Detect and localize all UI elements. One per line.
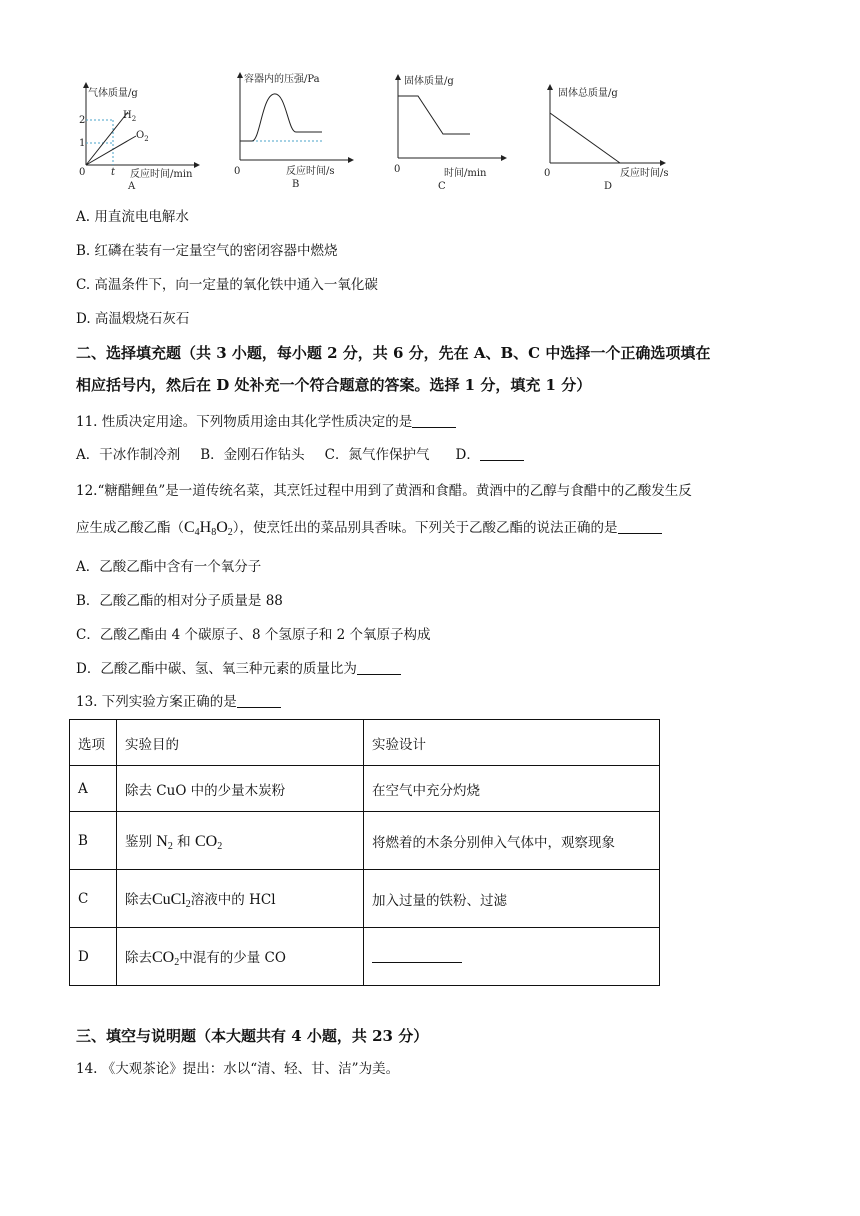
row-c-purpose <box>117 870 364 928</box>
row-b-purpose-mid: 和 <box>177 833 191 850</box>
q12-line2-pre: 应生成乙酸乙酯（ <box>76 520 184 536</box>
q11-option-d: D． <box>455 447 480 463</box>
q12-answer-blank[interactable] <box>618 519 662 534</box>
graph-d-origin: 0 <box>544 168 551 179</box>
row-c-purpose-post: 溶液中的 HCl <box>190 891 276 908</box>
formula-co2: $CO_2$ <box>152 948 180 968</box>
q14-stem: 14. 《大观茶论》提出：水以“清、轻、甘、洁”为美。 <box>76 1061 400 1077</box>
graph-a-series-h2: $H_2$ <box>123 110 137 123</box>
graph-b-xlabel: 反应时间/s <box>286 166 335 177</box>
graph-a-xlabel: 反应时间/min <box>130 169 193 180</box>
header-purpose: 实验目的 <box>117 720 364 766</box>
q12-option-d-blank[interactable] <box>357 660 401 675</box>
row-a-option: A <box>70 766 117 812</box>
row-b-design: 将燃着的木条分别伸入气体中，观察现象 <box>364 812 660 870</box>
graph-b-letter: B <box>292 179 300 190</box>
row-c-design: 加入过量的铁粉、过滤 <box>364 870 660 928</box>
q13-experiment-table <box>69 719 660 986</box>
section2-heading-line2: 相应括号内，然后在 D 处补充一个符合题意的答案。选择 1 分，填充 1 分） <box>76 376 592 394</box>
table-header-row <box>70 720 660 766</box>
graph-b <box>230 68 360 193</box>
row-d-design <box>364 928 660 986</box>
graph-d-letter: D <box>604 181 613 192</box>
graph-c-xlabel: 时间/min <box>444 168 487 179</box>
q11-options <box>76 445 524 465</box>
table-row <box>70 870 660 928</box>
graph-a <box>76 68 206 193</box>
q12-line1: 12.“糖醋鲤鱼”是一道传统名菜，其烹饪过程中用到了黄酒和食醋。黄酒中的乙醇与食醋中的乙酸发生反 <box>76 483 692 499</box>
row-b-option: B <box>70 812 117 870</box>
q11-answer-blank[interactable] <box>412 413 456 428</box>
formula-cucl2: CuCl$_2$ <box>152 890 191 910</box>
graph-b-ylabel: 容器内的压强/Pa <box>244 74 320 85</box>
formula-n2: $N_2$ <box>156 832 173 852</box>
graph-d-ylabel: 固体总质量/g <box>558 88 618 99</box>
section2-heading-line1: 二、选择填充题（共 3 小题，每小题 2 分，共 6 分，先在 A、B、C 中选择一个正确选项填在 <box>76 344 711 362</box>
row-b-purpose-pre: 鉴别 <box>125 833 152 850</box>
graph-c-letter: C <box>438 181 446 192</box>
header-option: 选项 <box>70 720 117 766</box>
graph-c <box>388 68 518 193</box>
table-row <box>70 766 660 812</box>
q11-stem <box>76 412 456 432</box>
graph-a-ytick-2: 2 <box>79 115 86 126</box>
row-d-purpose <box>117 928 364 986</box>
q10-option-a: A. 用直流电电解水 <box>76 209 189 225</box>
q11-stem-text: 11. 性质决定用途。下列物质用途由其化学性质决定的是 <box>76 414 413 430</box>
q11-option-d-blank[interactable] <box>480 446 524 461</box>
row-a-purpose: 除去 CuO 中的少量木炭粉 <box>117 766 364 812</box>
section3-heading: 三、填空与说明题（本大题共有 4 小题，共 23 分） <box>76 1027 429 1045</box>
formula-co2: $CO_2$ <box>194 832 223 852</box>
q11-option-c: C．氮气作保护气 <box>324 447 430 463</box>
formula-ethyl-acetate: $C_4H_8O_2$ <box>184 519 233 538</box>
q12-line2 <box>76 518 662 543</box>
q11-option-b: B．金刚石作钻头 <box>200 447 305 463</box>
graph-b-origin: 0 <box>234 166 241 177</box>
row-d-design-blank[interactable] <box>372 948 462 963</box>
q10-option-d: D. 高温煅烧石灰石 <box>76 311 190 327</box>
q12-option-d <box>76 659 401 679</box>
q12-option-c: C．乙酸乙酯由 4 个碳原子、8 个氢原子和 2 个氧原子构成 <box>76 627 431 643</box>
q12-option-a: A．乙酸乙酯中含有一个氧分子 <box>76 559 262 575</box>
q13-answer-blank[interactable] <box>237 693 281 708</box>
graph-a-ylabel: 气体质量/g <box>88 88 138 99</box>
q13-stem-text: 13. 下列实验方案正确的是 <box>76 694 237 710</box>
q11-option-a: A．干冰作制冷剂 <box>76 447 181 463</box>
row-a-design: 在空气中充分灼烧 <box>364 766 660 812</box>
graph-c-ylabel: 固体质量/g <box>404 76 454 87</box>
graph-d <box>540 68 680 193</box>
graph-a-origin: 0 <box>79 167 86 178</box>
row-c-purpose-pre: 除去 <box>125 891 152 908</box>
graph-a-ytick-1: 1 <box>79 138 86 149</box>
q10-option-c: C. 高温条件下，向一定量的氧化铁中通入一氧化碳 <box>76 277 378 293</box>
q10-option-b: B. 红磷在装有一定量空气的密闭容器中燃烧 <box>76 243 338 259</box>
graph-a-letter: A <box>128 181 136 192</box>
row-b-purpose <box>117 812 364 870</box>
graph-c-origin: 0 <box>394 164 401 175</box>
row-d-purpose-pre: 除去 <box>125 949 152 966</box>
row-d-purpose-post: 中混有的少量 CO <box>179 949 286 966</box>
graph-a-xtick-t: t <box>111 167 116 178</box>
table-row <box>70 928 660 986</box>
q13-stem <box>76 692 281 712</box>
graph-d-xlabel: 反应时间/s <box>620 168 669 179</box>
row-c-option: C <box>70 870 117 928</box>
graph-a-series-o2: $O_2$ <box>136 130 149 143</box>
q12-line2-post: ），使烹饪出的菜品别具香味。下列关于乙酸乙酯的说法正确的是 <box>232 520 618 536</box>
row-d-option: D <box>70 928 117 986</box>
q12-option-b: B．乙酸乙酯的相对分子质量是 88 <box>76 593 283 609</box>
header-design: 实验设计 <box>364 720 660 766</box>
table-row <box>70 812 660 870</box>
q12-option-d-text: D．乙酸乙酯中碳、氢、氧三种元素的质量比为 <box>76 661 357 677</box>
